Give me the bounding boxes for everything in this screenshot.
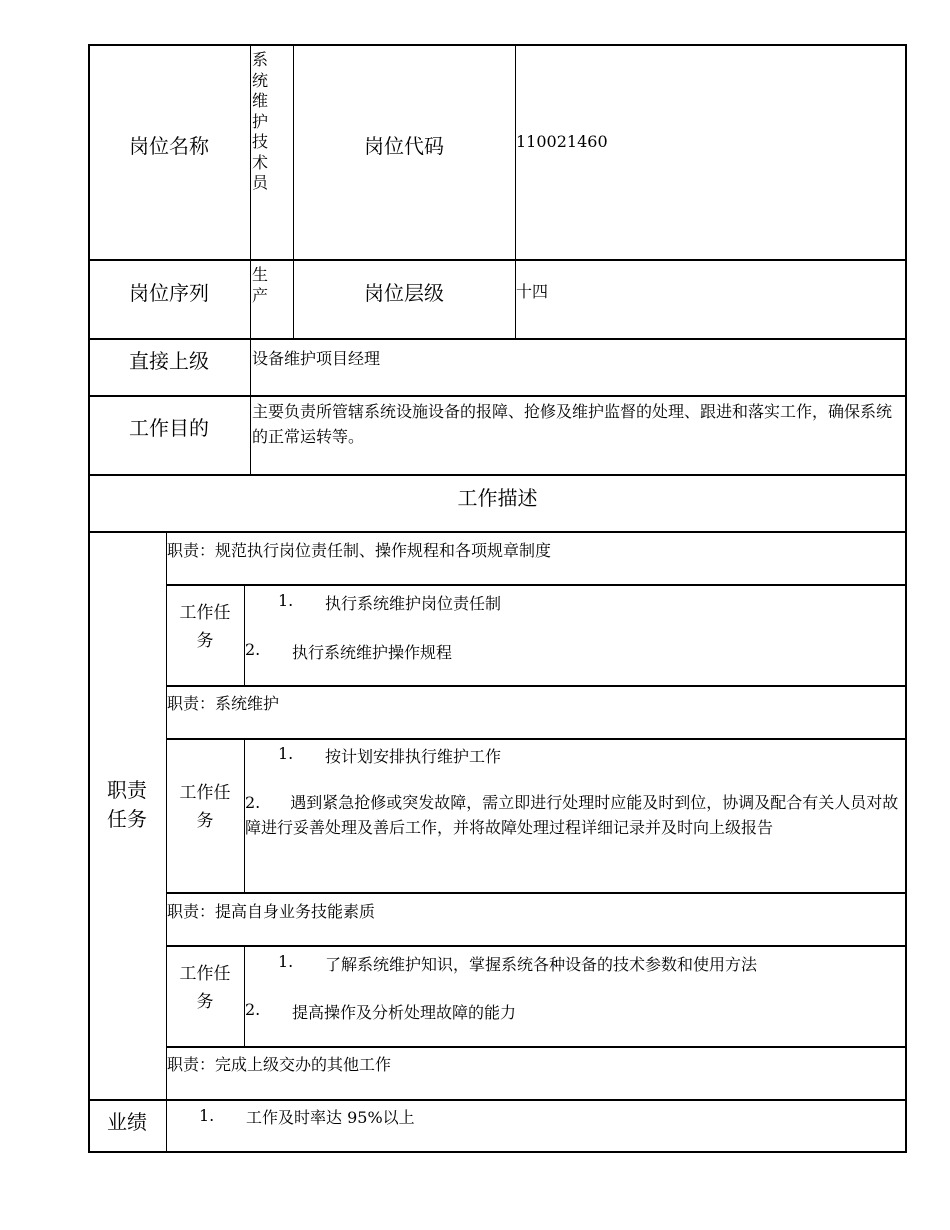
task-number: 1.	[278, 591, 294, 610]
task-text: 提高操作及分析处理故障的能力	[292, 1003, 517, 1022]
task-label: 工作任务	[179, 603, 231, 651]
duties-label: 职责任务	[107, 778, 147, 831]
performance-number: 1.	[199, 1106, 215, 1125]
task-number: 1.	[278, 952, 294, 971]
position-code-value: 110021460	[516, 132, 608, 151]
position-code-label: 岗位代码	[364, 134, 444, 158]
performance-label: 业绩	[107, 1110, 147, 1134]
purpose-label: 工作目的	[129, 416, 209, 440]
task-text: 了解系统维护知识，掌握系统各种设备的技术参数和使用方法	[325, 955, 758, 974]
task-number: 2.	[245, 640, 261, 659]
position-name-label: 岗位名称	[129, 134, 209, 158]
purpose-value: 主要负责所管辖系统设施设备的报障、抢修及维护监督的处理、跟进和落实工作，确保系统的正常运转等。	[252, 402, 893, 446]
task-text: 执行系统维护岗位责任制	[325, 594, 502, 613]
task-label: 工作任务	[179, 783, 231, 831]
task-text: 执行系统维护操作规程	[292, 643, 453, 662]
performance-text: 工作及时率达 95%以上	[246, 1108, 415, 1127]
position-series-label: 岗位序列	[129, 281, 209, 305]
task-number: 1.	[278, 744, 294, 763]
position-series-value: 生产	[252, 265, 269, 305]
position-level-value: 十四	[516, 282, 549, 301]
duty-title: 职责：提高自身业务技能素质	[167, 902, 376, 921]
superior-value: 设备维护项目经理	[252, 349, 381, 368]
task-label: 工作任务	[179, 964, 231, 1012]
duty-title: 职责：系统维护	[167, 694, 280, 713]
task-text: 按计划安排执行维护工作	[325, 747, 502, 766]
duty-title: 职责：规范执行岗位责任制、操作规程和各项规章制度	[167, 541, 552, 560]
position-level-label: 岗位层级	[364, 281, 444, 305]
description-title: 工作描述	[457, 486, 538, 510]
superior-label: 直接上级	[129, 349, 209, 373]
task-text-long: 2. 遇到紧急抢修或突发故障，需立即进行处理时应能及时到位，协调及配合有关人员对故障进行妥善处理及善后工作，并将故障处理过程详细记录并及时向上级报告	[245, 793, 899, 837]
position-name-value: 系统维护技术员	[252, 50, 269, 192]
duty-title: 职责：完成上级交办的其他工作	[167, 1055, 392, 1074]
task-number: 2.	[245, 1000, 261, 1019]
